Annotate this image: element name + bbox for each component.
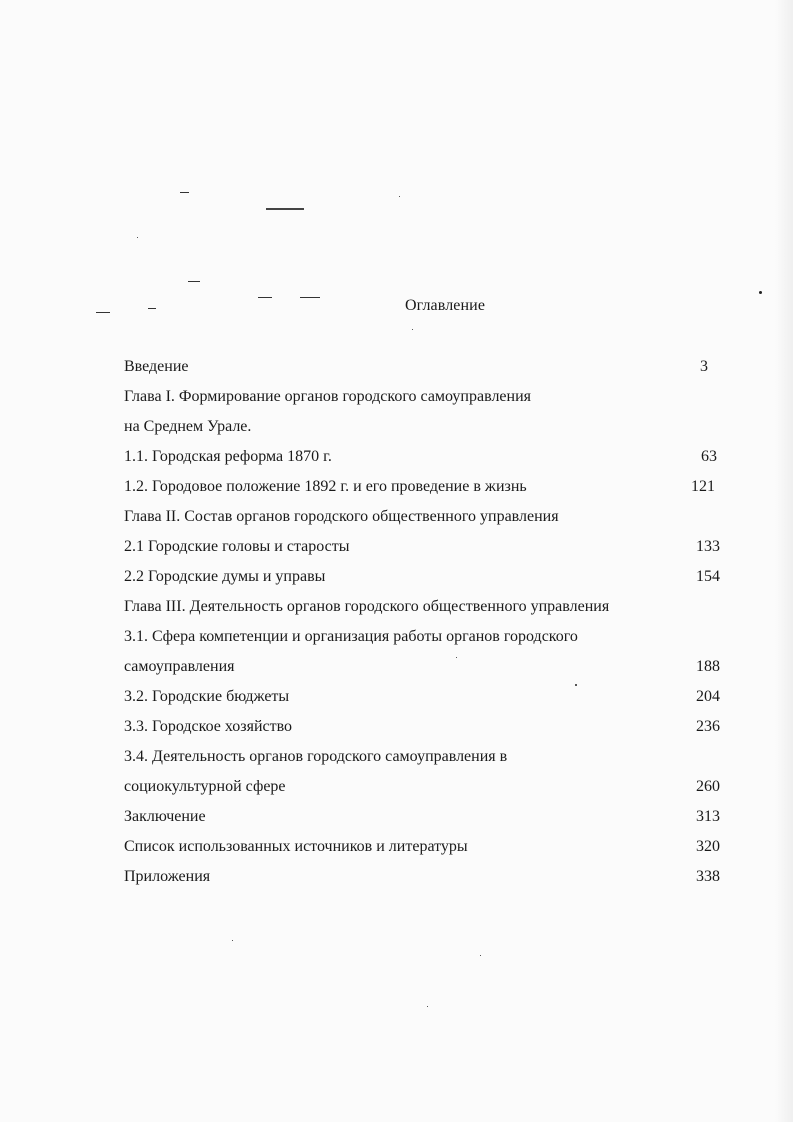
toc-entry-label: 2.2 Городские думы и управы — [124, 568, 326, 585]
toc-entry-label: Глава III. Деятельность органов городского общественного управления — [124, 598, 610, 615]
toc-entry-label: 3.4. Деятельность органов городского самоуправления в — [124, 748, 508, 765]
scan-artifact — [188, 281, 200, 282]
toc-entry-label: 3.3. Городское хозяйство — [124, 718, 293, 735]
toc-entry-page: 63 — [701, 448, 717, 465]
toc-entry-page: 236 — [696, 718, 720, 735]
toc-entry-page: 313 — [696, 808, 720, 825]
toc-entry-label: Приложения — [124, 868, 211, 885]
toc-entry-page: 154 — [696, 568, 720, 585]
toc-entry-label: Список использованных источников и литературы — [124, 838, 468, 855]
toc-entry-label: Введение — [124, 358, 189, 375]
scan-artifact — [180, 192, 189, 193]
toc-entry-label: социокультурной сфере — [124, 778, 286, 795]
toc-entry-label: 2.1 Городские головы и старосты — [124, 538, 350, 555]
toc-entry-page: 320 — [696, 838, 720, 855]
scan-artifact — [399, 196, 400, 197]
scan-artifact — [412, 329, 413, 330]
toc-entry-page: 3 — [700, 358, 708, 375]
toc-entry-label: на Среднем Урале. — [124, 418, 252, 435]
toc-entry-label: Заключение — [124, 808, 206, 825]
scan-artifact — [427, 1006, 428, 1007]
page-title: Оглавление — [404, 297, 486, 314]
toc-entry-page: 260 — [696, 778, 720, 795]
scan-artifact — [480, 955, 481, 956]
scan-artifact — [575, 684, 577, 686]
scan-artifact — [137, 237, 138, 238]
scan-artifact — [456, 657, 457, 658]
toc-entry-label: 3.1. Сфера компетенции и организация работы органов городского — [124, 628, 578, 645]
toc-entry-label: Глава II. Состав органов городского общественного управления — [124, 508, 559, 525]
scan-edge-shadow — [775, 0, 793, 1122]
scan-artifact — [266, 208, 304, 210]
toc-entry-label: 1.1. Городская реформа 1870 г. — [124, 448, 332, 465]
toc-entry-page: 204 — [696, 688, 720, 705]
toc-entry-page: 338 — [696, 868, 720, 885]
toc-entry-label: 3.2. Городские бюджеты — [124, 688, 290, 705]
toc-entry-label: Глава I. Формирование органов городского самоуправления — [124, 388, 532, 405]
scan-artifact — [232, 940, 233, 941]
toc-entry-page: 133 — [696, 538, 720, 555]
toc-entry-label: 1.2. Городовое положение 1892 г. и его проведение в жизнь — [124, 478, 527, 495]
toc-entry-label: самоуправления — [124, 658, 235, 675]
scan-artifact — [759, 291, 762, 294]
toc-entry-page: 121 — [691, 478, 715, 495]
toc-entry-page: 188 — [696, 658, 720, 675]
